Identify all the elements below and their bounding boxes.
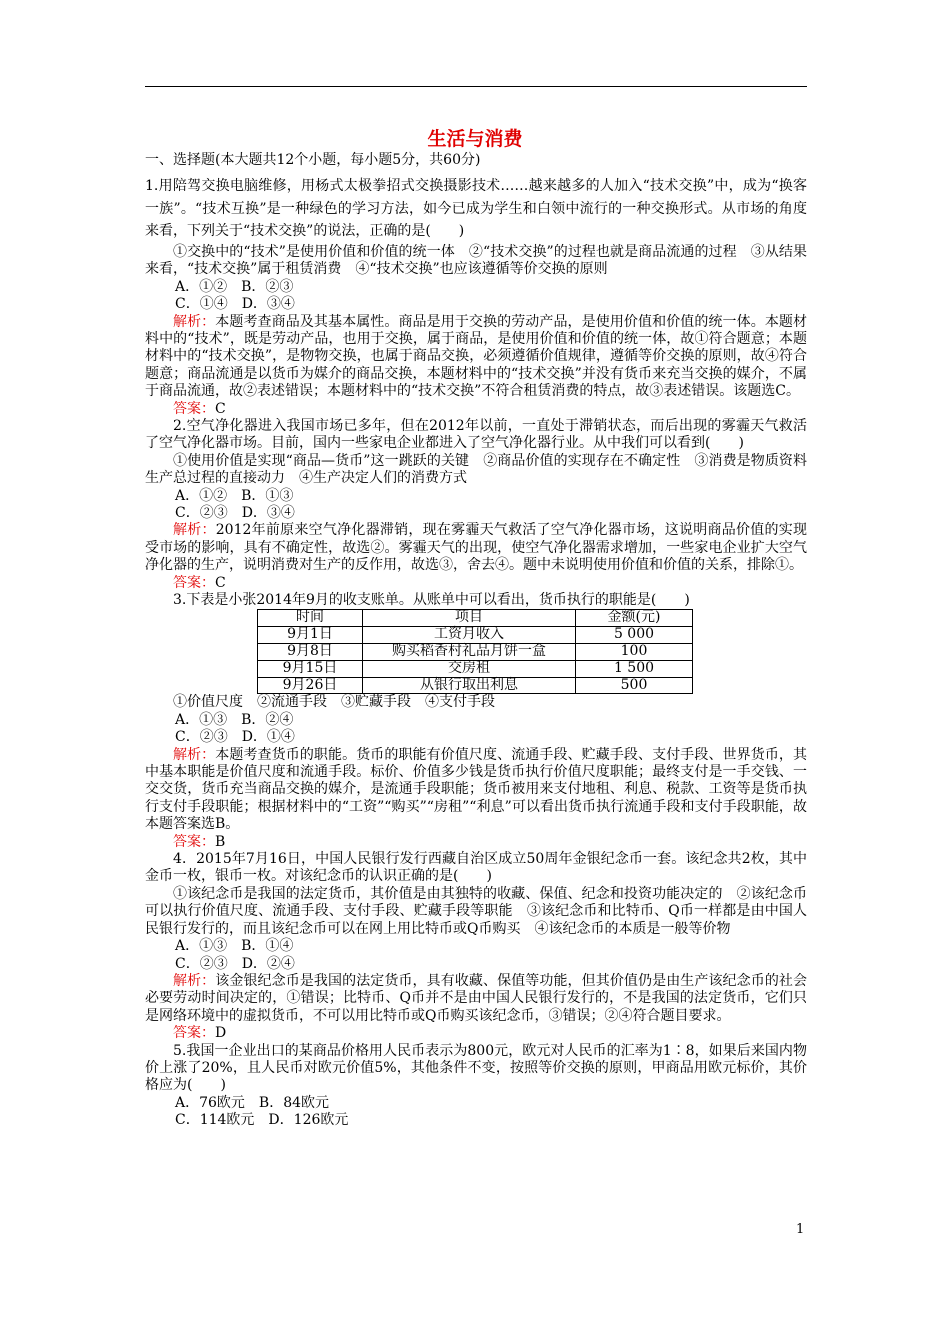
question-1 — [145, 175, 807, 418]
options-cd: C．114欧元 D．126欧元 — [175, 1112, 349, 1129]
answer — [145, 1025, 807, 1042]
answer-value: C — [215, 574, 226, 591]
analysis-text: 本题考查商品及其基本属性。商品是用于交换的劳动产品，是使用价值和价值的统一体。本题材料中的“技术”，既是劳动产品，也用于交换，属于商品，是使用价值和价值的统一体，故①符合题意；本题材料中的“技术交换”，是物物交换，也属于商品交换，必须遵循价值规律，遵循等价交换的原则，故④符合题意；商品流通是以货币为媒介的商品交换，本题材料中的“技术交换”并没有货币来充当交换的媒介，不属于商品流通，故②表述错误；本题材料中的“技术交换”不符合租赁消费的特点，故③表述错误。该题选C。 — [145, 313, 808, 400]
table-cell: 9月26日 — [258, 677, 363, 694]
table-cell: 1 500 — [576, 660, 693, 677]
question-3 — [145, 592, 807, 851]
analysis — [145, 973, 807, 1025]
answer-label: 答案： — [173, 833, 215, 850]
analysis — [145, 314, 807, 401]
question-stem: 4．2015年7月16日，中国人民银行发行西藏自治区成立50周年金银纪念币一套。该纪念共2枚，其中金币一枚，银币一枚。对该纪念币的认识正确的是( ) — [145, 851, 807, 885]
table-header-cell: 金额(元) — [576, 610, 693, 627]
table-row — [258, 677, 693, 694]
table-header-row — [258, 610, 693, 627]
options-cd: C．②③ D．①④ — [175, 729, 295, 746]
answer — [145, 401, 807, 418]
options-ab: A．①② B．①③ — [175, 487, 294, 504]
analysis — [145, 747, 807, 834]
options-cd: C．①④ D．③④ — [175, 296, 295, 313]
analysis — [145, 522, 807, 574]
page-title: 生活与消费 — [427, 128, 523, 150]
answer — [145, 575, 807, 592]
answer — [145, 834, 807, 851]
options-ab: A．①② B．②③ — [175, 278, 294, 295]
question-items: ①使用价值是实现“商品—货币”这一跳跃的关键 ②商品价值的实现存在不确定性 ③消费是物质资料生产总过程的直接动力 ④生产决定人们的消费方式 — [145, 452, 807, 487]
answer-value: C — [215, 400, 226, 417]
table-row — [258, 644, 693, 661]
analysis-text: 该金银纪念币是我国的法定货币，具有收藏、保值等功能，但其价值仍是由生产该纪念币的社会必要劳动时间决定的，①错误；比特币、Q币并不是由中国人民银行发行的，不是我国的法定货币，它们只是网络环境中的虚拟货币，不可以用比特币或Q币购买该纪念币，③错误；②④符合题目要求。 — [145, 972, 808, 1024]
options-ab: A．①③ B．①④ — [175, 938, 294, 955]
table-cell: 购买稻香村礼品月饼一盒 — [363, 644, 576, 661]
analysis-text: 本题考查货币的职能。货币的职能有价值尺度、流通手段、贮藏手段、支付手段、世界货币，其中基本职能是价值尺度和流通手段。标价、价值多少钱是货币执行价值尺度职能；最终支付是一手交钱、一交交货，货币充当商品交换的媒介，是流通手段职能；货币被用来支付地租、利息、税款、工资等是货币执行支付手段职能；根据材料中的“工资”“购买”“房租”“利息”可以看出货币执行流通手段和支付手段职能，故本题答案选B。 — [145, 746, 808, 833]
table-row — [258, 627, 693, 644]
question-stem: 1.用陪驾交换电脑维修，用杨式太极拳招式交换摄影技术……越来越多的人加入“技术交换”中，成为“换客一族”。“技术互换”是一种绿色的学习方法，如今已成为学生和白领中流行的一种交换形式。从市场的角度来看，下列关于“技术交换”的说法，正确的是( ) — [145, 178, 807, 240]
question-stem: 2.空气净化器进入我国市场已多年，但在2012年以前，一直处于滞销状态，而后出现的雾霾天气救活了空气净化器市场。目前，国内一些家电企业都进入了空气净化器行业。从中我们可以看到( ) — [145, 417, 807, 452]
analysis-label: 解析： — [173, 972, 216, 989]
section-heading: 一、选择题(本大题共12个小题，每小题5分，共60分) — [145, 152, 481, 168]
options-ab: A．①③ B．②④ — [175, 711, 294, 728]
question-5 — [145, 1043, 807, 1130]
table-cell: 5 000 — [576, 627, 693, 644]
ledger-table — [257, 609, 693, 694]
answer-value: B — [215, 833, 226, 850]
answer-label: 答案： — [173, 574, 215, 591]
header-rule — [145, 86, 807, 87]
table-cell: 9月8日 — [258, 644, 363, 661]
analysis-text: 2012年前原来空气净化器滞销，现在雾霾天气救活了空气净化器市场，这说明商品价值的实现受市场的影响，具有不确定性，故选②。雾霾天气的出现，使空气净化器需求增加，一些家电企业扩大空气净化器的生产，说明消费对生产的反作用，故选③，舍去④。题中未说明使用价值和价值的关系，排除①。 — [145, 522, 807, 574]
page-number: 1 — [796, 1222, 805, 1237]
question-stem: 3.下表是小张2014年9月的收支账单。从账单中可以看出，货币执行的职能是( ) — [173, 592, 690, 609]
question-4 — [145, 851, 807, 1042]
options-cd: C．②③ D．②④ — [175, 955, 295, 972]
options-ab: A．76欧元 B．84欧元 — [175, 1094, 330, 1111]
analysis-label: 解析： — [173, 522, 216, 539]
table-cell: 工资月收入 — [363, 627, 576, 644]
document-body — [145, 152, 807, 1130]
analysis-label: 解析： — [173, 313, 216, 330]
question-items: ①该纪念币是我国的法定货币，其价值是由其独特的收藏、保值、纪念和投资功能决定的 ②该纪念币可以执行价值尺度、流通手段、支付手段、贮藏手段等职能 ③该纪念币和比特币、Q币一样都是由中国人民银行发行的，而且该纪念币可以在网上用比特币或Q币购买 ④该纪念币的本质是一般等价物 — [145, 885, 807, 937]
table-header-cell: 项目 — [363, 610, 576, 627]
analysis-label: 解析： — [173, 746, 216, 763]
question-stem: 5.我国一企业出口的某商品价格用人民币表示为800元，欧元对人民币的汇率为1∶8，如果后来国内物价上涨了20%，且人民币对欧元价值5%，其他条件不变，按照等价交换的原则，甲商品用欧元标价，其价格应为( ) — [145, 1042, 807, 1094]
table-cell: 9月1日 — [258, 627, 363, 644]
answer-label: 答案： — [173, 400, 215, 417]
ledger-table-wrap — [145, 609, 807, 694]
table-cell: 交房租 — [363, 660, 576, 677]
table-cell: 9月15日 — [258, 660, 363, 677]
table-cell: 500 — [576, 677, 693, 694]
table-header-cell: 时间 — [258, 610, 363, 627]
table-cell: 100 — [576, 644, 693, 661]
answer-label: 答案： — [173, 1025, 215, 1042]
answer-value: D — [215, 1025, 227, 1042]
question-2 — [145, 418, 807, 592]
table-cell: 从银行取出利息 — [363, 677, 576, 694]
table-row — [258, 660, 693, 677]
question-items: ①价值尺度 ②流通手段 ③贮藏手段 ④支付手段 — [173, 694, 495, 711]
question-items: ①交换中的“技术”是使用价值和价值的统一体 ②“技术交换”的过程也就是商品流通的过程 ③从结果来看，“技术交换”属于租赁消费 ④“技术交换”也应该遵循等价交换的原则 — [145, 243, 807, 278]
options-cd: C．②③ D．③④ — [175, 505, 295, 521]
